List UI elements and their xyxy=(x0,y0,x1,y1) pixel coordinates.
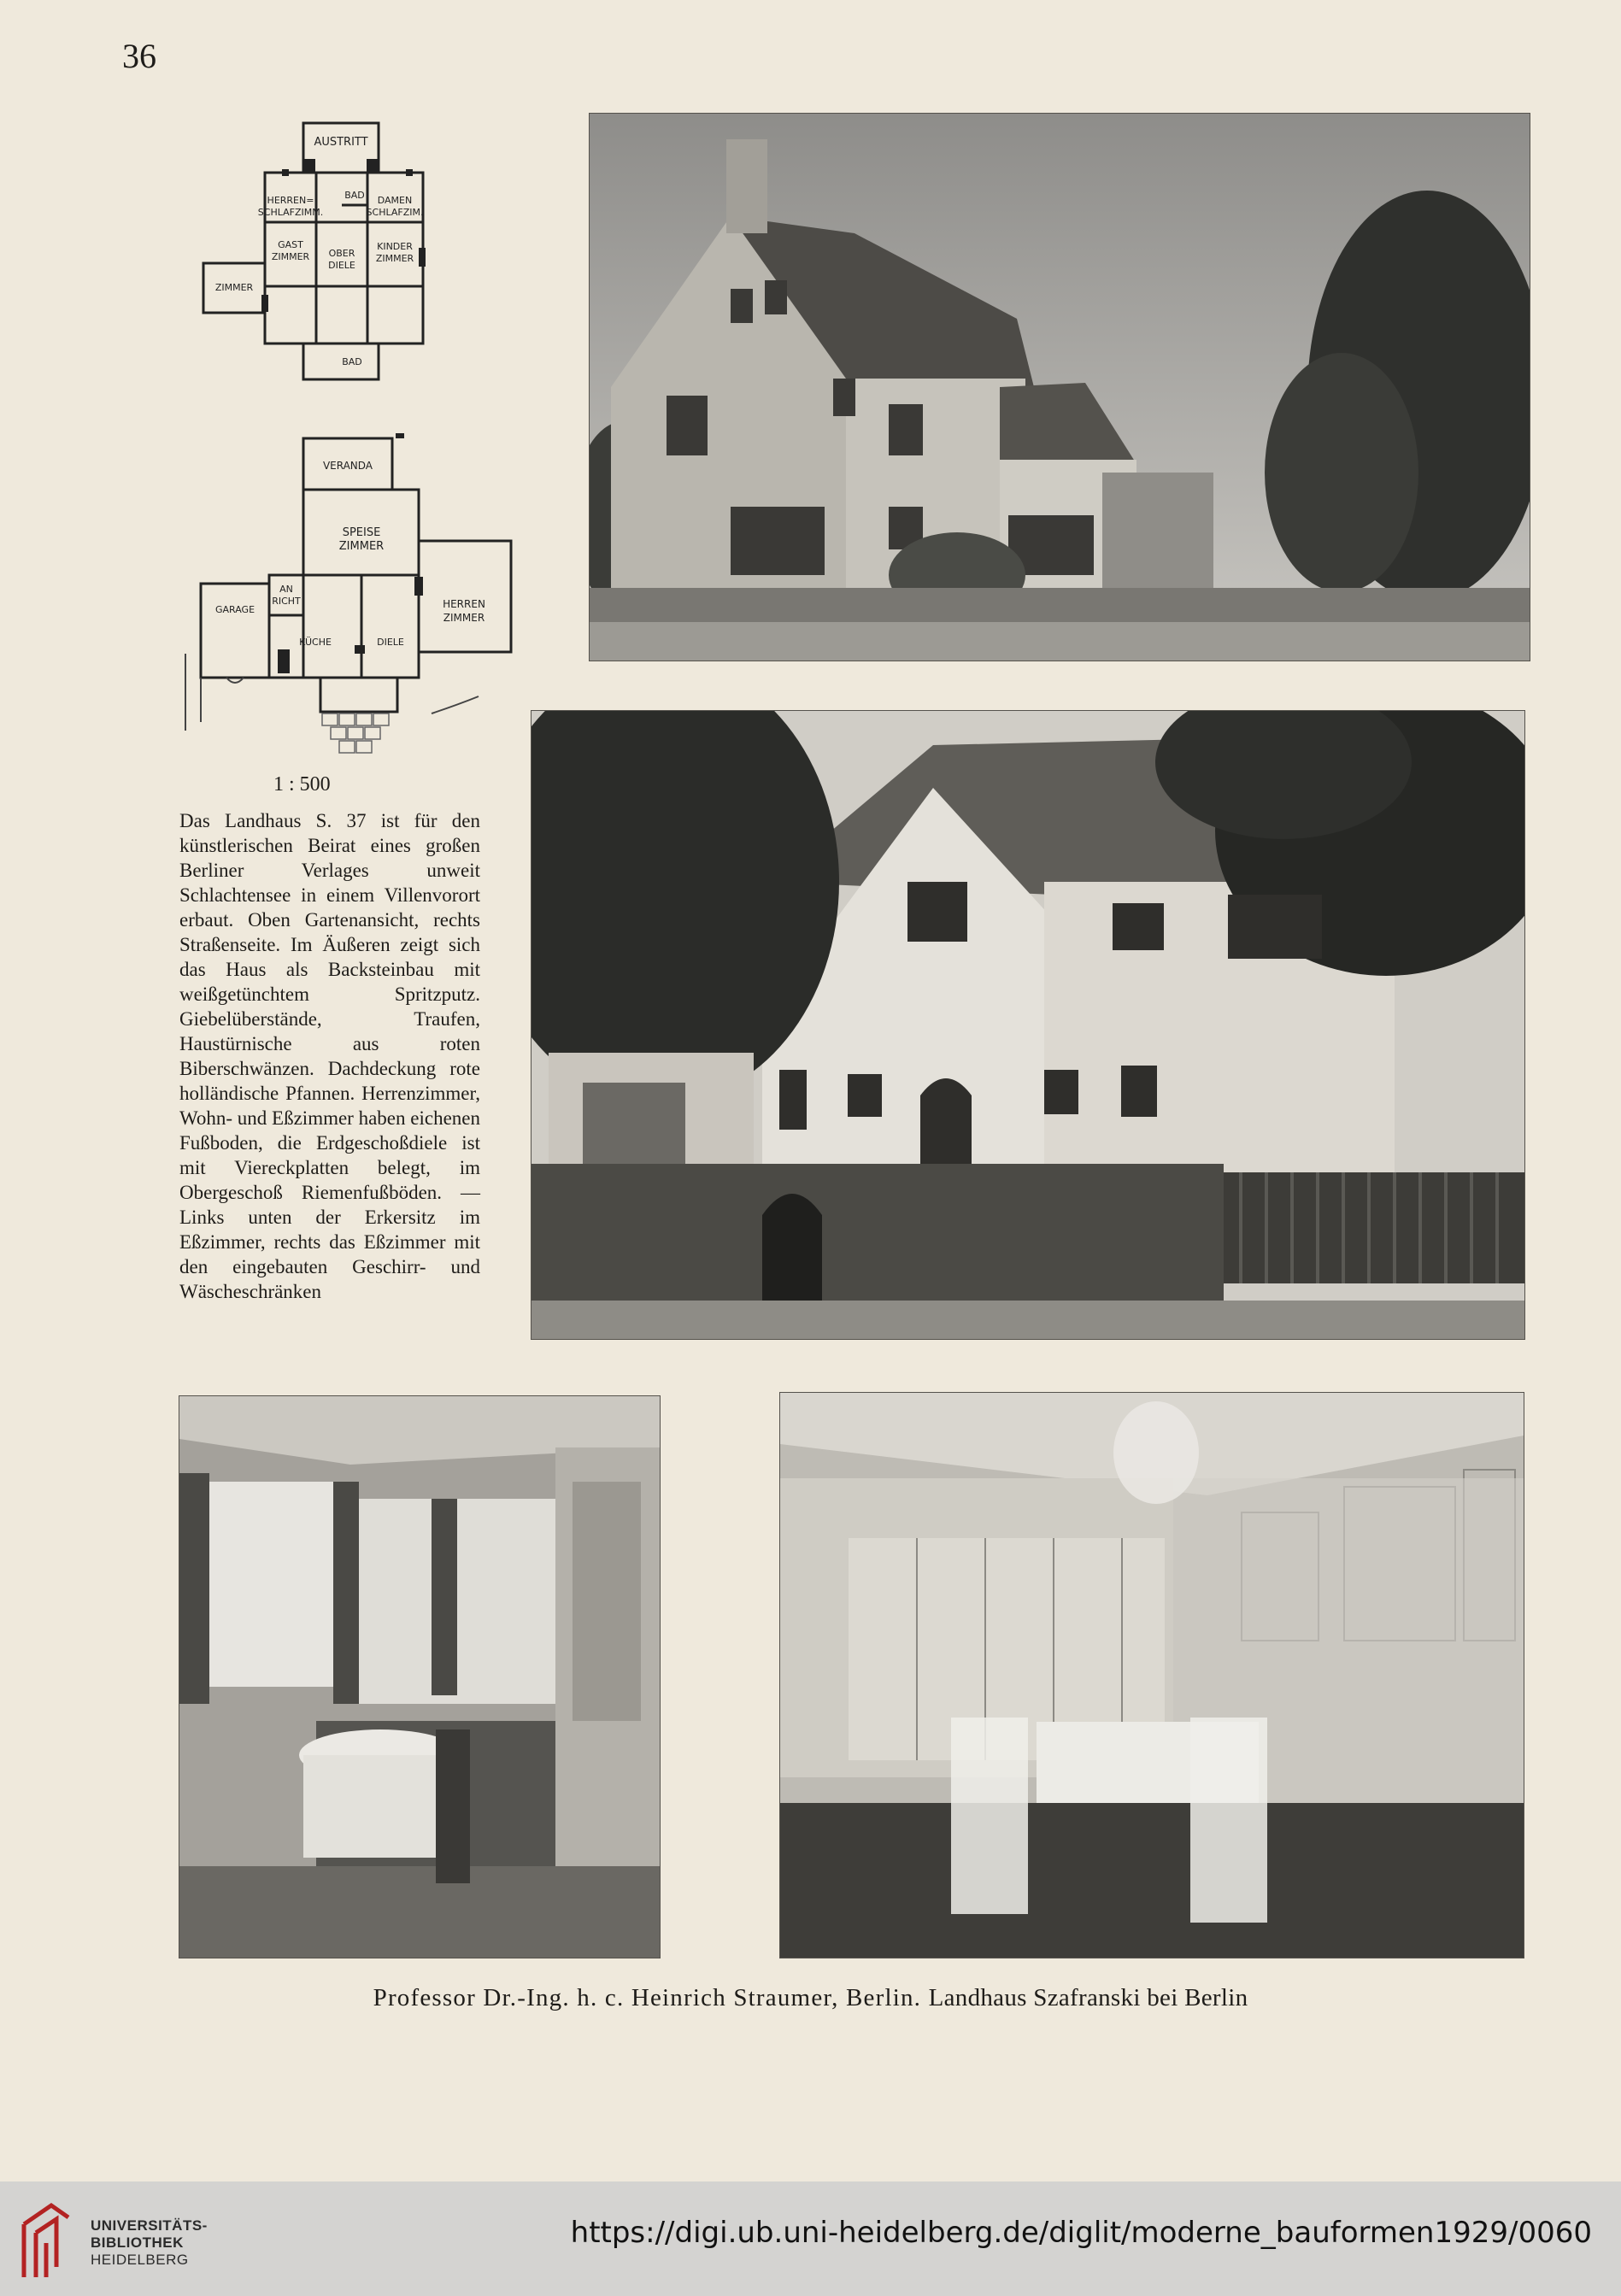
caption xyxy=(0,1984,1621,2012)
room-speise-zimmer-line2: ZIMMER xyxy=(338,540,385,553)
room-gast-zimmer-line2: ZIMMER xyxy=(271,251,310,262)
room-anricht-line1: AN xyxy=(279,584,293,595)
photo-dining-room xyxy=(780,1393,1524,1958)
room-herren-schlafzimmer-line1: HERREN= xyxy=(267,195,314,206)
library-name xyxy=(91,2217,208,2269)
room-herren-zimmer-line1: HERREN xyxy=(443,598,485,610)
photo-bay-seat-image xyxy=(179,1396,660,1958)
photo-garden-view-image xyxy=(590,114,1530,661)
caption-architect: Professor Dr.-Ing. h. c. Heinrich Straumer, Berlin. xyxy=(373,1984,922,2011)
room-kinder-zimmer-line2: ZIMMER xyxy=(375,253,414,264)
photo-garden-view xyxy=(590,114,1530,661)
room-ober-diele-line2: DIELE xyxy=(328,260,355,271)
library-name-line3: HEIDELBERG xyxy=(91,2252,189,2268)
room-speise-zimmer-line1: SPEISE xyxy=(342,526,381,539)
library-name-line2: BIBLIOTHEK xyxy=(91,2234,184,2251)
floor-plan-upper-drawing xyxy=(197,120,513,410)
description-text: Das Landhaus S. 37 ist für den künstlerischen Beirat eines großen Berliner Verlages unweit Schlachtensee in einem Villenvorort erbaut. Oben Gartenansicht, rechts Straßenseite. Im Äußeren zeigt sich das Haus als Backsteinbau mit weißgetünchtem Spritzputz. Giebelüberstände, Traufen, Haustürnische aus roten Biberschwänzen. Dachdeckung rote holländische Pfannen. Herrenzimmer, Wohn- und Eßzimmer haben eichenen Fußboden, die Erdgeschoßdiele ist mit Viereckplatten belegt, im Obergeschoß Riemenfußböden. — Links unten der Erkersitz im Eßzimmer, rechts das Eßzimmer mit den eingebauten Geschirr- und Wäscheschränken xyxy=(179,810,480,1302)
room-herren-schlafzimmer-line2: SCHLAFZIMM. xyxy=(257,207,324,218)
room-kueche: KÜCHE xyxy=(299,637,332,648)
room-kinder-zimmer-line1: KINDER xyxy=(377,241,413,252)
floor-plan-upper xyxy=(197,120,513,410)
room-zimmer: ZIMMER xyxy=(214,282,254,293)
photo-bay-seat xyxy=(179,1396,660,1958)
photo-street-view xyxy=(532,711,1524,1339)
room-austritt: AUSTRITT xyxy=(314,136,368,149)
library-name-line1: UNIVERSITÄTS- xyxy=(91,2217,208,2234)
photo-street-view-image xyxy=(532,711,1524,1339)
room-anricht-line2: RICHT xyxy=(272,596,301,607)
room-damen-schlafzimmer-line1: DAMEN xyxy=(377,195,413,206)
room-damen-schlafzimmer-line2: SCHLAFZIM. xyxy=(366,207,424,218)
photo-dining-room-image xyxy=(780,1393,1524,1958)
scale-label: 1 : 500 xyxy=(273,773,331,796)
room-bad-upper: BAD xyxy=(344,190,365,201)
room-gast-zimmer-line1: GAST xyxy=(278,239,303,250)
source-url-link[interactable]: https://digi.ub.uni-heidelberg.de/diglit/moderne_bauformen1929/0060 xyxy=(570,2216,1592,2250)
room-veranda: VERANDA xyxy=(322,460,373,472)
room-ober-diele-line1: OBER xyxy=(328,248,355,259)
floor-plan-ground-drawing xyxy=(175,432,517,765)
library-logo-icon xyxy=(17,2199,75,2284)
page-number: 36 xyxy=(122,37,156,75)
footer-bar xyxy=(0,2181,1621,2296)
room-diele: DIELE xyxy=(377,637,404,648)
room-herren-zimmer-line2: ZIMMER xyxy=(443,612,485,624)
room-garage: GARAGE xyxy=(214,604,255,615)
room-bad-lower: BAD xyxy=(342,356,362,367)
floor-plan-ground xyxy=(175,432,517,765)
caption-project: Landhaus Szafranski bei Berlin xyxy=(928,1984,1248,2011)
